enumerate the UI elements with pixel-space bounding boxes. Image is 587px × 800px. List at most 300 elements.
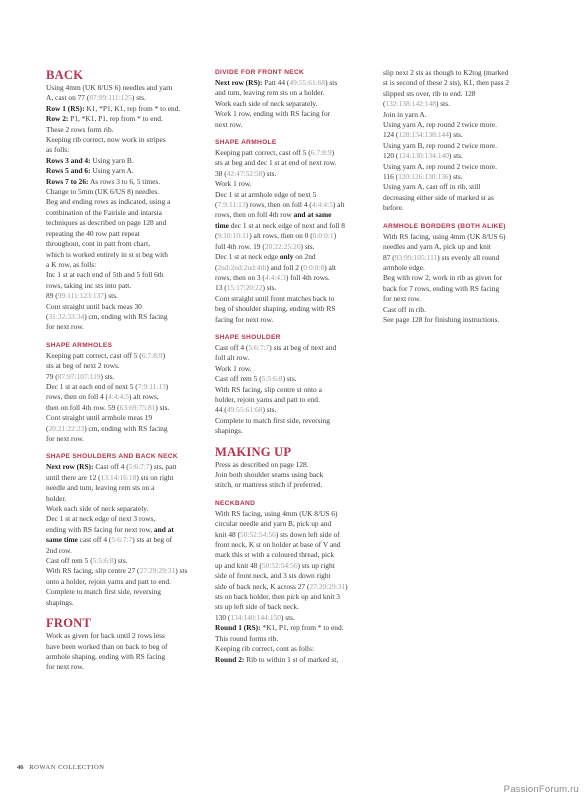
text-line xyxy=(215,78,367,88)
text-span: Inc 1 st at each end of 5th and 5 foll 6th xyxy=(46,270,164,280)
text-span: ) cm, ending with RS facing xyxy=(84,423,168,433)
size-values: 49:55:61:68 xyxy=(226,405,263,415)
text-line xyxy=(46,281,198,291)
text-span: Work each side of neck separately. xyxy=(46,504,149,514)
text-line xyxy=(215,252,367,262)
text-line xyxy=(215,242,367,252)
text-span: Press as described on page 128. xyxy=(215,459,309,469)
text-span: facing for next row. xyxy=(215,314,274,324)
text-line xyxy=(215,634,367,644)
size-values: 120:126:130:136 xyxy=(398,172,449,182)
text-span: With RS facing, using 4mm (UK 8/US 6) xyxy=(215,508,338,518)
text-span: until there are 12 ( xyxy=(46,472,101,482)
text-line xyxy=(46,577,198,587)
text-line xyxy=(215,655,367,665)
text-span: Keeping rib correct, now work in stripes xyxy=(46,135,166,145)
section-heading-front: FRONT xyxy=(46,616,92,631)
subsection-heading-armhole-borders-both-alike: ARMHOLE BORDERS (BOTH ALIKE) xyxy=(383,222,506,230)
text-line xyxy=(46,372,198,382)
size-values: 5:6:7:7 xyxy=(111,535,133,545)
text-span: holder, rejoin yarns and patt to end. xyxy=(215,394,320,404)
text-span: ) sts at beg of xyxy=(132,535,173,545)
text-span: Work as given for back until 2 rows less xyxy=(46,631,165,641)
spacer xyxy=(46,333,198,341)
text-span: ) sts. xyxy=(262,405,277,415)
text-line xyxy=(215,426,367,436)
size-values: 15:17:20:22 xyxy=(226,283,263,293)
text-span: rows, taking inc sts into patt. xyxy=(46,280,132,290)
size-values: 93:99:105:111 xyxy=(394,252,438,262)
text-span: for next row. xyxy=(383,294,421,304)
text-line xyxy=(46,166,198,176)
text-line xyxy=(215,99,367,109)
size-values: 31:32:33:34 xyxy=(48,311,85,321)
text-span: as folls: xyxy=(46,145,70,155)
size-values: 7:9:11:13 xyxy=(137,381,166,391)
text-span: ) xyxy=(165,381,169,391)
text-span: ) alt rows, then on 0 ( xyxy=(249,231,313,241)
text-line xyxy=(46,83,198,93)
text-line xyxy=(46,434,198,444)
text-span: rows, then on 3 ( xyxy=(215,272,265,282)
text-line xyxy=(46,535,198,545)
size-values: 124:130:134:140 xyxy=(398,151,449,161)
text-span: armhole edge. xyxy=(383,262,425,272)
text-span: for next row. xyxy=(46,434,84,443)
text-span: ( xyxy=(215,262,218,272)
text-span: ) xyxy=(162,350,166,360)
text-span: beg of shoulder shaping, ending with RS xyxy=(215,304,336,314)
text-span: ) xyxy=(345,581,348,591)
text-span: Beg with row 2, work in rib as given for xyxy=(383,273,503,283)
text-line xyxy=(215,416,367,426)
text-span: This round forms rib. xyxy=(215,633,279,643)
text-line xyxy=(46,322,198,332)
text-line xyxy=(383,263,545,273)
size-values: 13:14:16:18 xyxy=(100,472,137,482)
text-line xyxy=(215,283,367,293)
text-line xyxy=(46,361,198,371)
text-line xyxy=(383,284,545,294)
size-values: 5:6:7:7 xyxy=(248,342,270,352)
spacer xyxy=(215,491,367,499)
text-span: 2nd row. xyxy=(46,545,72,555)
text-span: ) sts up right xyxy=(297,560,335,570)
text-line xyxy=(46,312,198,322)
text-span: ) sts xyxy=(325,78,338,87)
text-line xyxy=(215,190,367,200)
bold-text: time xyxy=(215,220,229,230)
text-span: Cont straight until back meas 30 xyxy=(46,301,142,311)
text-span: Cast off in rib. xyxy=(383,304,426,314)
text-span: ( xyxy=(215,231,218,241)
text-span: armhole shaping, ending with RS facing xyxy=(46,651,166,661)
text-line xyxy=(215,364,367,374)
text-span: 13 ( xyxy=(215,283,227,293)
size-values: 0:0:0:1 xyxy=(312,231,334,241)
text-line xyxy=(215,374,367,384)
size-values: 42:47:52:58 xyxy=(226,168,263,178)
text-line xyxy=(215,263,367,273)
text-line xyxy=(215,470,367,480)
text-line xyxy=(46,652,198,662)
size-values: 4:4:4:5 xyxy=(311,200,333,210)
text-span: slip next 2 sts as though to K2tog (marked xyxy=(383,68,509,77)
text-line xyxy=(215,221,367,231)
text-span: Work 1 row. xyxy=(215,363,252,373)
text-span: Cast off 4 ( xyxy=(93,462,129,472)
text-span: ) sts. xyxy=(131,93,146,103)
text-span: Using yarn B, rep round 2 twice more. xyxy=(383,140,497,150)
text-line xyxy=(215,109,367,119)
spacer xyxy=(215,130,367,138)
text-span: sts at beg of next 2 rows. xyxy=(46,361,120,371)
text-span: Using yarn A, rep round 2 twice more. xyxy=(383,120,497,130)
text-span: 116 ( xyxy=(383,172,399,182)
text-span: have been worked than on back to beg of xyxy=(46,641,168,651)
bold-text: Row 2: xyxy=(46,114,69,124)
size-values: 63:69:75:81 xyxy=(119,402,156,412)
text-span: 89 ( xyxy=(46,291,58,301)
page-number: 46 xyxy=(17,764,24,771)
text-span: ) sts. xyxy=(155,402,170,412)
text-line xyxy=(46,229,198,239)
text-span: shapings. xyxy=(215,426,243,436)
size-values: 27:29:29:31 xyxy=(139,566,176,576)
bold-text: Next row (RS): xyxy=(46,462,94,472)
text-span: Complete to match first side, reversing xyxy=(46,587,161,597)
text-span: before. xyxy=(383,203,404,213)
text-line xyxy=(383,232,545,242)
text-span: next row. xyxy=(215,119,243,129)
text-line xyxy=(46,392,198,402)
text-line xyxy=(215,602,367,612)
text-span: ending with RS facing for next row, xyxy=(46,524,154,534)
text-span: Using yarn A, rep round 2 twice more. xyxy=(383,161,497,171)
text-span: Dec 1 st at neck edge xyxy=(215,252,280,262)
text-span: combination of the Fairisle and intarsia xyxy=(46,207,162,217)
text-span: Using yarn A, cast off in rib, still xyxy=(383,182,481,192)
text-span: ( xyxy=(215,200,218,210)
text-span: With RS facing, using 4mm (UK 8/US 6) xyxy=(383,231,506,241)
text-line xyxy=(215,315,367,325)
text-span: Dec 1 st at neck edge of next 3 rows, xyxy=(46,514,156,524)
text-span: for next row. xyxy=(46,322,84,332)
text-span: As rows 3 to 6, 5 times. xyxy=(88,176,161,186)
text-span: ) rows, then on foll 4 ( xyxy=(245,200,312,210)
text-line xyxy=(215,550,367,560)
text-line xyxy=(383,120,545,130)
text-span: These 2 rows form rib. xyxy=(46,124,114,134)
text-span: shapings. xyxy=(46,597,74,607)
text-line xyxy=(215,540,367,550)
text-span: sts on back holder, then pick up and knit 3 xyxy=(215,592,340,602)
text-span: foll alt row. xyxy=(215,353,250,363)
spacer xyxy=(383,214,545,222)
text-span: ) sts on right xyxy=(136,472,174,482)
text-line xyxy=(46,104,198,114)
watermark: PassionForum.ru xyxy=(503,784,579,795)
text-line xyxy=(215,179,367,189)
text-line xyxy=(46,403,198,413)
text-span: rows, then on foll 4 ( xyxy=(46,392,108,402)
text-span: Work 1 row, ending with RS facing for xyxy=(215,109,331,119)
size-values: 50:52:54:56 xyxy=(240,529,276,539)
bold-text: only xyxy=(279,252,294,262)
text-span: on 2nd xyxy=(293,252,316,262)
bold-text: Rows 7 to 26: xyxy=(46,176,89,186)
size-values: 27:29:29:31 xyxy=(309,581,346,591)
text-line xyxy=(215,530,367,540)
text-span: ) sts. xyxy=(262,283,277,293)
text-span: 38 ( xyxy=(215,168,227,178)
text-line xyxy=(46,239,198,249)
text-span: stitch, or mattress stitch if preferred. xyxy=(215,480,323,490)
text-span: 124 ( xyxy=(383,130,399,140)
text-line xyxy=(215,158,367,168)
text-span: sts at beg and dec 1 st at end of next row. xyxy=(215,158,337,168)
text-span: Using yarn A. xyxy=(90,166,134,176)
subsection-heading-shape-armhole: SHAPE ARMHOLE xyxy=(215,139,277,147)
text-span: ) xyxy=(333,231,337,241)
text-span: ) sts. xyxy=(448,151,463,161)
text-span: P1, *K1, P1, rep from * to end. xyxy=(68,114,163,124)
text-span: ) alt xyxy=(332,200,345,210)
text-line xyxy=(383,305,545,315)
text-line xyxy=(46,473,198,483)
text-span: ) sts, patt xyxy=(149,462,177,472)
text-span: K1, *P1, K1, rep from * to end. xyxy=(84,103,181,113)
text-line xyxy=(46,504,198,514)
text-line xyxy=(383,193,545,203)
text-line xyxy=(383,130,545,140)
text-line xyxy=(383,242,545,252)
size-values: 132:138:142:148 xyxy=(385,99,436,109)
text-span: st is second of these 2 sts), K1, then pass 2 xyxy=(383,78,510,88)
text-span: Work each side of neck separately. xyxy=(215,98,318,108)
text-line xyxy=(46,260,198,270)
text-span: ) cm, ending with RS facing xyxy=(84,311,168,321)
text-line xyxy=(46,587,198,597)
bold-text: and at same xyxy=(293,210,332,220)
text-span: 120 ( xyxy=(383,151,399,161)
size-values: 4:4:4:3 xyxy=(264,272,286,282)
text-span: ) sts xyxy=(175,566,188,576)
size-values: 6:7:8:9 xyxy=(141,350,163,360)
size-values: 7:9:11:13 xyxy=(217,200,246,210)
text-line xyxy=(46,187,198,197)
text-span: ) sts evenly all round xyxy=(437,252,500,262)
text-span: and turn, leaving rem sts on a holder. xyxy=(215,88,325,98)
text-span: With RS facing, slip centre st onto a xyxy=(215,384,322,394)
text-line xyxy=(46,483,198,493)
text-line xyxy=(215,395,367,405)
text-line xyxy=(383,315,545,325)
spacer xyxy=(46,444,198,452)
bold-text: Row 1 (RS): xyxy=(46,103,85,113)
text-line xyxy=(46,208,198,218)
text-line xyxy=(215,644,367,654)
text-span: ) sts. xyxy=(262,168,277,178)
size-values: 20:22:25:26 xyxy=(264,241,301,251)
text-line xyxy=(215,120,367,130)
spacer xyxy=(46,608,198,616)
text-span: ) sts. xyxy=(282,374,297,384)
subsection-heading-neckband: NECKBAND xyxy=(215,499,256,507)
text-span: Join in yarn A. xyxy=(383,109,427,119)
text-span: 79 ( xyxy=(46,371,58,381)
size-values: 5:5:6:8 xyxy=(261,374,283,384)
text-line xyxy=(46,125,198,135)
text-span: for next row. xyxy=(46,662,84,672)
text-line xyxy=(215,353,367,363)
size-values: 87:99:111:125 xyxy=(89,93,132,103)
text-span: dec 1 st at neck edge of next and foll 8 xyxy=(228,220,345,230)
text-span: Complete to match first side, reversing xyxy=(215,415,330,425)
text-span: Cont straight until armhole meas 19 xyxy=(46,413,153,423)
text-line xyxy=(383,182,545,192)
text-line xyxy=(46,642,198,652)
text-line xyxy=(46,382,198,392)
text-line xyxy=(215,304,367,314)
text-line xyxy=(215,460,367,470)
text-span: cast off 4 ( xyxy=(77,535,112,545)
text-span: front neck, K st on holder at base of V and xyxy=(215,540,341,550)
text-line xyxy=(383,141,545,151)
text-span: slipped sts over, rib to end. 128 xyxy=(383,88,476,98)
text-line xyxy=(215,343,367,353)
text-line xyxy=(215,582,367,592)
text-line xyxy=(383,151,545,161)
text-line xyxy=(46,156,198,166)
text-line xyxy=(46,566,198,576)
section-heading-making-up: MAKING UP xyxy=(215,444,292,459)
text-span: Change to 5mm (UK 6/US 8) needles. xyxy=(46,187,160,197)
text-line xyxy=(46,177,198,187)
text-line xyxy=(46,145,198,155)
text-span: a K row, as folls: xyxy=(46,259,97,269)
bold-text: Round 2: xyxy=(215,654,245,664)
text-line xyxy=(383,110,545,120)
size-values: 0:0:0:0 xyxy=(303,262,325,272)
text-line xyxy=(46,218,198,228)
text-line xyxy=(215,148,367,158)
subsection-heading-shape-shoulder: SHAPE SHOULDER xyxy=(215,333,281,341)
size-values: 5:6:7:7 xyxy=(128,462,150,472)
size-values: 87:97:107:119 xyxy=(57,371,101,381)
bold-text: and at xyxy=(153,524,174,534)
text-line xyxy=(215,613,367,623)
text-line xyxy=(215,169,367,179)
text-span: Using yarn B. xyxy=(90,155,134,165)
spacer xyxy=(215,325,367,333)
text-line xyxy=(215,509,367,519)
subsection-heading-shape-armholes: SHAPE ARMHOLES xyxy=(46,341,113,349)
text-line xyxy=(383,172,545,182)
text-span: ) sts. xyxy=(448,172,463,182)
text-line xyxy=(46,197,198,207)
text-line xyxy=(46,514,198,524)
text-span: mark this st with a coloured thread, pick xyxy=(215,550,335,560)
text-line xyxy=(383,78,545,88)
text-line xyxy=(383,273,545,283)
text-span: Using 4mm (UK 8/US 6) needles and yarn xyxy=(46,83,173,92)
text-span: ) sts at beg of next and xyxy=(269,342,337,352)
text-line xyxy=(215,519,367,529)
text-span: Cast off rem 5 ( xyxy=(46,556,93,566)
text-span: 87 ( xyxy=(383,252,395,262)
text-span: decreasing either side of marked st as xyxy=(383,192,494,202)
size-values: 128:134:138:144 xyxy=(398,130,449,140)
text-span: Work 1 row. xyxy=(215,179,252,189)
text-line xyxy=(46,250,198,260)
column-2 xyxy=(215,68,367,665)
column-3 xyxy=(383,68,545,325)
text-span: Rib to within 1 st of marked st, xyxy=(244,654,339,664)
text-line xyxy=(215,405,367,415)
text-line xyxy=(215,571,367,581)
text-span: *K1, P1, rep from * to end. xyxy=(260,623,344,633)
size-values: 5:5:6:8 xyxy=(92,556,114,566)
text-span: rows, then on foll 4th row xyxy=(215,210,294,220)
text-line xyxy=(46,494,198,504)
text-span: holder. xyxy=(46,493,67,503)
text-line xyxy=(46,270,198,280)
text-span: ) alt rows, xyxy=(128,392,159,402)
size-values: 9:10:10:11 xyxy=(217,231,250,241)
bold-text: same time xyxy=(46,535,78,545)
text-span: circular needle and yarn B, pick up and xyxy=(215,519,332,529)
text-span: ) sts. xyxy=(103,291,118,301)
text-line xyxy=(46,424,198,434)
text-line xyxy=(215,385,367,395)
spacer xyxy=(215,437,367,445)
column-1 xyxy=(46,68,198,673)
text-span: then on foll 4th row. 59 ( xyxy=(46,402,120,412)
text-line xyxy=(383,99,545,109)
text-span: A, cast on 77 ( xyxy=(46,93,90,103)
text-line xyxy=(215,623,367,633)
text-span: ) sts. xyxy=(435,99,450,109)
text-span: Join both shoulder seams using back xyxy=(215,470,324,479)
text-span: foll 4th row. 19 ( xyxy=(215,241,265,251)
text-span: ( xyxy=(46,423,49,433)
text-line xyxy=(46,598,198,608)
text-span: Dec 1 st at each end of next 5 ( xyxy=(46,381,138,391)
text-span: knit 48 ( xyxy=(215,529,241,539)
text-line xyxy=(215,210,367,220)
text-line xyxy=(215,294,367,304)
text-line xyxy=(46,462,198,472)
text-line xyxy=(46,302,198,312)
text-span: Keeping rib correct, cont as folls: xyxy=(215,644,314,654)
text-line xyxy=(215,592,367,602)
subsection-heading-divide-for-front-neck: DIVIDE FOR FRONT NECK xyxy=(215,69,305,76)
text-span: See page 128 for finishing instructions. xyxy=(383,314,500,324)
text-line xyxy=(46,413,198,423)
text-span: back for 7 rows, ending with RS facing xyxy=(383,283,500,293)
text-span: ) sts down left side of xyxy=(275,529,340,539)
size-values: 134:140:144:150 xyxy=(230,612,281,622)
text-line xyxy=(46,114,198,124)
text-line xyxy=(46,662,198,672)
text-span: repeating the 40 row patt repeat xyxy=(46,228,140,238)
text-line xyxy=(383,294,545,304)
page-footer xyxy=(17,764,104,771)
text-span: ) sts. xyxy=(280,612,295,622)
text-span: Dec 1 st at armhole edge of next 5 xyxy=(215,189,317,199)
bold-text: Next row (RS): xyxy=(215,78,263,87)
